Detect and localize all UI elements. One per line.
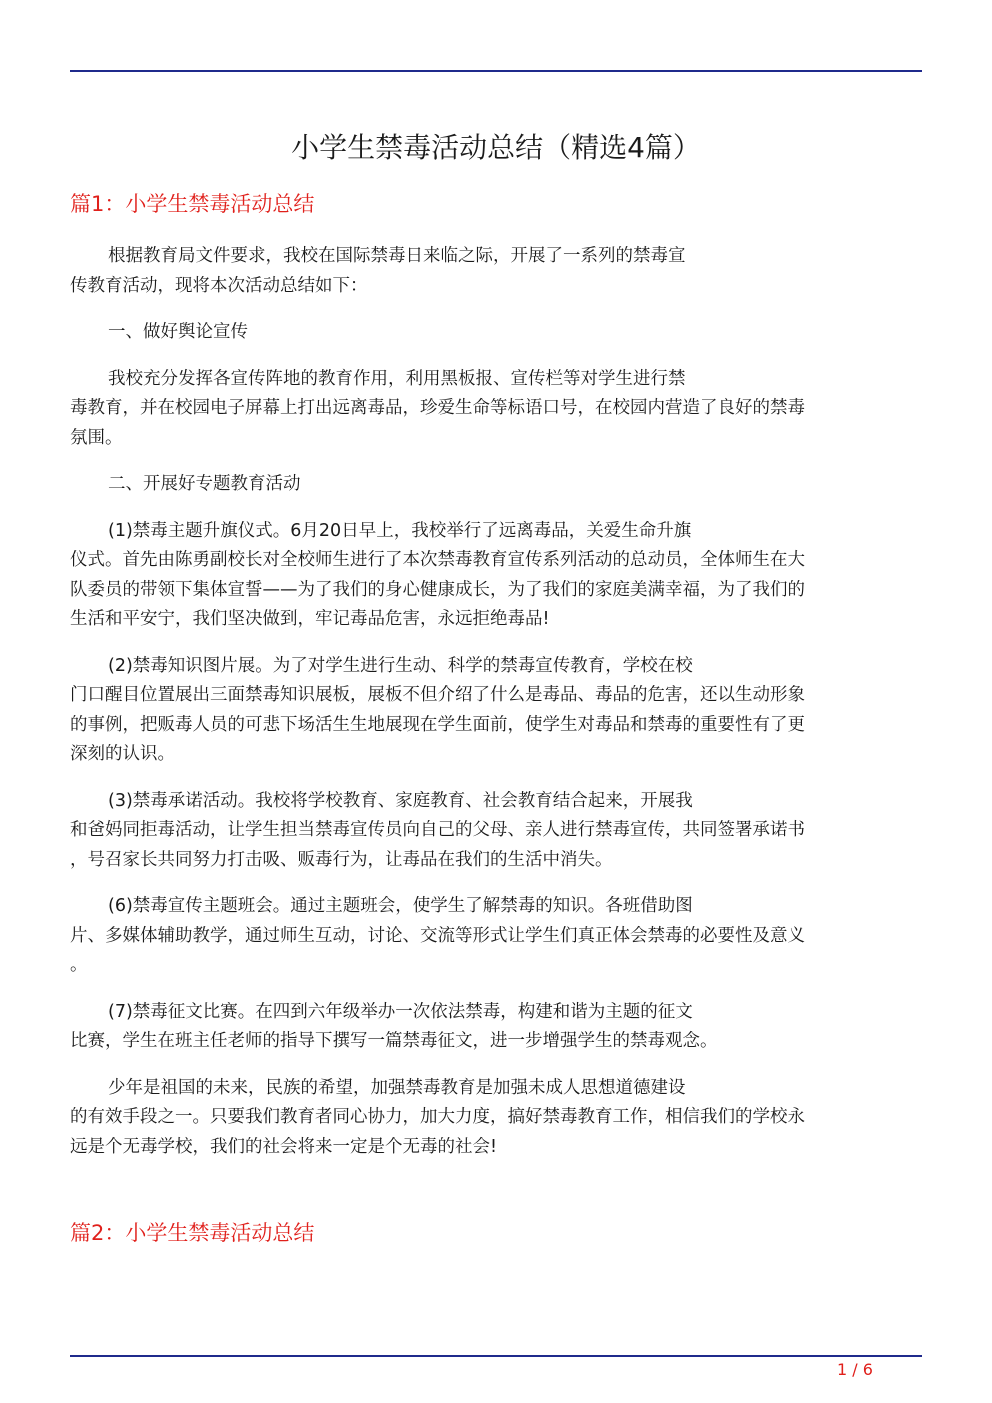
paragraph [70, 517, 922, 635]
paragraph-line: 和爸妈同拒毒活动，让学生担当禁毒宣传员向自己的父母、亲人进行禁毒宣传，共同签署承诺书 [70, 820, 805, 840]
paragraph [70, 318, 922, 348]
paragraph [70, 365, 922, 454]
document-title: 小学生禁毒活动总结（精选4篇） [291, 131, 701, 164]
paragraph [70, 892, 922, 981]
paragraph-line: 我校充分发挥各宣传阵地的教育作用，利用黑板报、宣传栏等对学生进行禁 [108, 368, 686, 389]
paragraph-line: 根据教育局文件要求，我校在国际禁毒日来临之际，开展了一系列的禁毒宣 [108, 246, 686, 266]
paragraph-line: 远是个无毒学校，我们的社会将来一定是个无毒的社会! [70, 1136, 498, 1157]
paragraph-line: 门口醒目位置展出三面禁毒知识展板，展板不但介绍了什么是毒品、毒品的危害，还以生动形象 [70, 685, 805, 705]
paragraph-line: (1)禁毒主题升旗仪式。6月20日早上，我校举行了远离毒品，关爱生命升旗 [108, 520, 692, 541]
paragraph-line: 一、做好舆论宣传 [108, 322, 248, 342]
footer-rule [70, 1355, 922, 1357]
section-heading-1: 篇1：小学生禁毒活动总结 [70, 192, 315, 216]
paragraph-line: 深刻的认识。 [70, 744, 175, 764]
paragraph-line: (2)禁毒知识图片展。为了对学生进行生动、科学的禁毒宣传教育，学校在校 [108, 655, 693, 676]
paragraph [70, 652, 922, 770]
paragraph-line: 生活和平安宁，我们坚决做到，牢记毒品危害，永远拒绝毒品! [70, 609, 550, 629]
paragraph-line: 的事例，把贩毒人员的可悲下场活生生地展现在学生面前，使学生对毒品和禁毒的重要性有了更 [70, 714, 805, 735]
paragraph [70, 242, 922, 301]
section-heading-2: 篇2：小学生禁毒活动总结 [70, 1221, 315, 1245]
paragraph-line: 毒教育，并在校园电子屏幕上打出远离毒品，珍爱生命等标语口号，在校园内营造了良好的禁毒 [70, 398, 805, 418]
paragraph-line: 队委员的带领下集体宣誓——为了我们的身心健康成长，为了我们的家庭美满幸福，为了我们的 [70, 579, 805, 600]
paragraph-line: 二、开展好专题教育活动 [108, 474, 301, 494]
document-body [70, 242, 922, 1179]
paragraph [70, 787, 922, 876]
paragraph-line: 片、多媒体辅助教学，通过师生互动，讨论、交流等形式让学生们真正体会禁毒的必要性及意义 [70, 925, 805, 946]
paragraph [70, 470, 922, 500]
paragraph [70, 998, 922, 1057]
paragraph-line: 氛围。 [70, 427, 123, 448]
paragraph-line: 仪式。首先由陈勇副校长对全校师生进行了本次禁毒教育宣传系列活动的总动员，全体师生在大 [70, 550, 805, 570]
paragraph-line: 。 [70, 955, 88, 975]
header-rule [70, 70, 922, 72]
paragraph-line: (3)禁毒承诺活动。我校将学校教育、家庭教育、社会教育结合起来，开展我 [108, 790, 693, 811]
paragraph [70, 1074, 922, 1163]
paragraph-line: (6)禁毒宣传主题班会。通过主题班会，使学生了解禁毒的知识。各班借助图 [108, 896, 693, 916]
page-number: 1 / 6 [837, 1360, 873, 1379]
paragraph-line: (7)禁毒征文比赛。在四到六年级举办一次依法禁毒，构建和谐为主题的征文 [108, 1001, 693, 1022]
paragraph-line: ，号召家长共同努力打击吸、贩毒行为，让毒品在我们的生活中消失。 [70, 849, 613, 870]
paragraph-line: 的有效手段之一。只要我们教育者同心协力，加大力度，搞好禁毒教育工作，相信我们的学校永 [70, 1107, 805, 1127]
paragraph-line: 传教育活动，现将本次活动总结如下： [70, 275, 368, 296]
paragraph-line: 比赛，学生在班主任老师的指导下撰写一篇禁毒征文，进一步增强学生的禁毒观念。 [70, 1031, 718, 1051]
paragraph-line: 少年是祖国的未来，民族的希望，加强禁毒教育是加强未成人思想道德建设 [108, 1077, 686, 1098]
